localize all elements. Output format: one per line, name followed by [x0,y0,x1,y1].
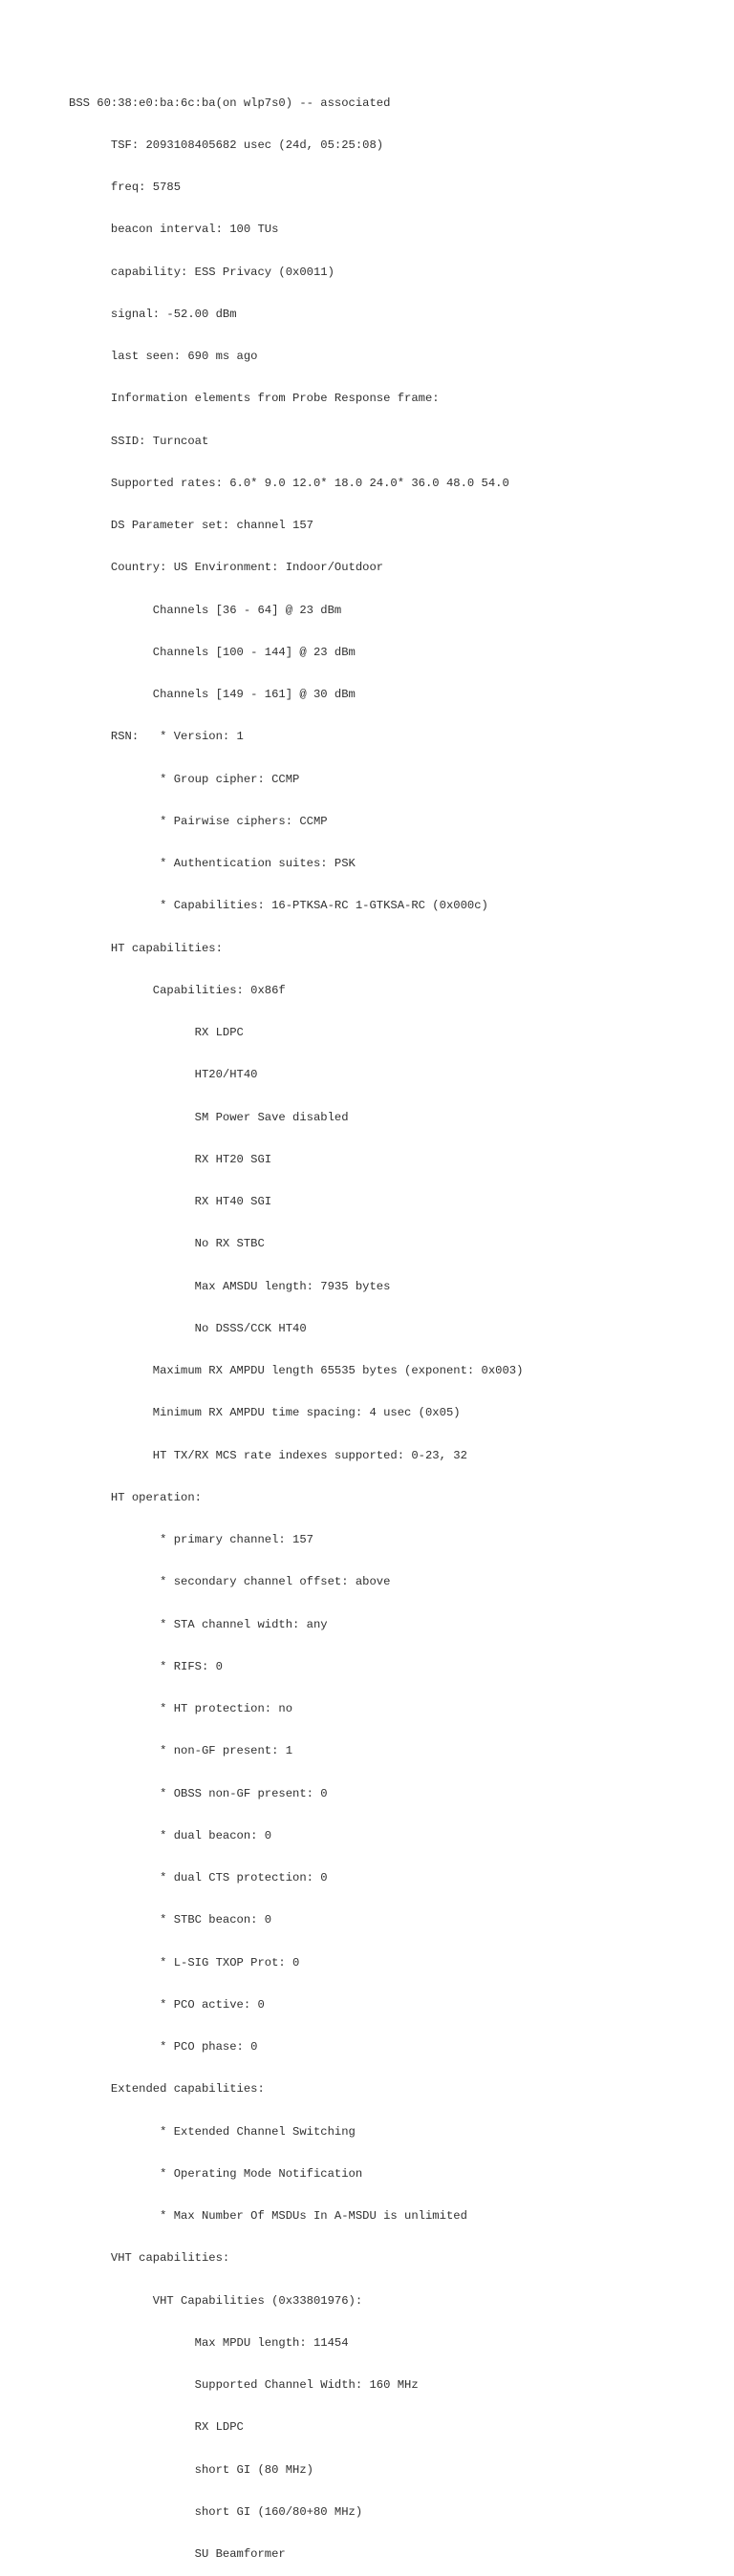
rsn-line: RSN: * Version: 1 [69,730,244,744]
ht-capabilities-line: Maximum RX AMPDU length 65535 bytes (exponent: 0x003) [69,1364,524,1377]
country-line: Country: US Environment: Indoor/Outdoor [69,561,384,575]
ht-operation-line: * L-SIG TXOP Prot: 0 [69,1955,300,1969]
vht-capabilities-line: RX LDPC [69,2420,244,2435]
ht-capabilities-line: SM Power Save disabled [69,1110,349,1124]
supported-rates-line: Supported rates: 6.0* 9.0 12.0* 18.0 24.0* 36.0 48.0 54.0 [69,476,509,490]
capability-line: capability: ESS Privacy (0x0011) [69,265,335,279]
ht-operation-line: * RIFS: 0 [69,1659,223,1673]
ht-capabilities-line: RX HT20 SGI [69,1152,272,1166]
channels-line: Channels [100 - 144] @ 23 dBm [69,645,356,659]
ht-capabilities-line: HT20/HT40 [69,1068,258,1082]
ht-capabilities-line: Max AMSDU length: 7935 bytes [69,1279,391,1293]
signal-line: signal: -52.00 dBm [69,307,237,321]
ht-operation-line: * PCO phase: 0 [69,2040,258,2054]
ht-operation-line: * dual beacon: 0 [69,1828,272,1842]
extended-capabilities-line: * Operating Mode Notification [69,2166,363,2181]
channels-line: Channels [149 - 161] @ 30 dBm [69,688,356,701]
rsn-line: * Authentication suites: PSK [69,857,356,870]
ht-capabilities-line: RX HT40 SGI [69,1195,272,1208]
ht-operation-line: * non-GF present: 1 [69,1744,293,1758]
rsn-line: * Group cipher: CCMP [69,772,300,786]
ht-operation-heading: HT operation: [69,1490,202,1504]
ht-capabilities-line: RX LDPC [69,1026,244,1039]
vht-capabilities-line: short GI (80 MHz) [69,2462,313,2477]
vht-capabilities-line: VHT Capabilities (0x33801976): [69,2293,363,2308]
rsn-line: * Pairwise ciphers: CCMP [69,814,328,828]
ht-capabilities-line: No DSSS/CCK HT40 [69,1321,307,1335]
ht-operation-line: * dual CTS protection: 0 [69,1871,328,1884]
ssid-line: SSID: Turncoat [69,434,209,448]
vht-capabilities-line: Supported Channel Width: 160 MHz [69,2378,419,2392]
tsf-line: TSF: 2093108405682 usec (24d, 05:25:08) [69,138,384,152]
ht-capabilities-line: No RX STBC [69,1237,265,1251]
ht-operation-line: * STA channel width: any [69,1617,328,1631]
extended-capabilities-line: * Extended Channel Switching [69,2124,356,2139]
ht-operation-line: * primary channel: 157 [69,1533,313,1546]
bss-header-line: BSS 60:38:e0:ba:6c:ba(on wlp7s0) -- associated [69,96,391,110]
extended-capabilities-heading: Extended capabilities: [69,2082,265,2097]
ht-capabilities-line: Capabilities: 0x86f [69,983,286,997]
rsn-line: * Capabilities: 16-PTKSA-RC 1-GTKSA-RC (0x000c) [69,899,488,913]
ht-operation-line: * OBSS non-GF present: 0 [69,1786,328,1800]
scan-output-text [69,68,523,2576]
ht-operation-line: * HT protection: no [69,1702,293,1715]
freq-line: freq: 5785 [69,181,182,194]
info-elements-line: Information elements from Probe Response frame: [69,392,440,406]
vht-capabilities-line: SU Beamformer [69,2547,286,2561]
last-seen-line: last seen: 690 ms ago [69,350,258,363]
ds-parameter-line: DS Parameter set: channel 157 [69,519,313,532]
channels-line: Channels [36 - 64] @ 23 dBm [69,603,342,617]
beacon-interval-line: beacon interval: 100 TUs [69,223,279,237]
vht-capabilities-heading: VHT capabilities: [69,2251,230,2266]
ht-capabilities-line: Minimum RX AMPDU time spacing: 4 usec (0x05) [69,1406,461,1420]
vht-capabilities-line: Max MPDU length: 11454 [69,2335,349,2350]
ht-operation-line: * secondary channel offset: above [69,1575,391,1589]
ht-operation-line: * STBC beacon: 0 [69,1913,272,1927]
extended-capabilities-line: * Max Number Of MSDUs In A-MSDU is unlimited [69,2209,467,2223]
vht-capabilities-line: short GI (160/80+80 MHz) [69,2504,363,2519]
ht-operation-line: * PCO active: 0 [69,1997,265,2012]
ht-capabilities-heading: HT capabilities: [69,941,223,955]
ht-capabilities-line: HT TX/RX MCS rate indexes supported: 0-23, 32 [69,1448,467,1462]
